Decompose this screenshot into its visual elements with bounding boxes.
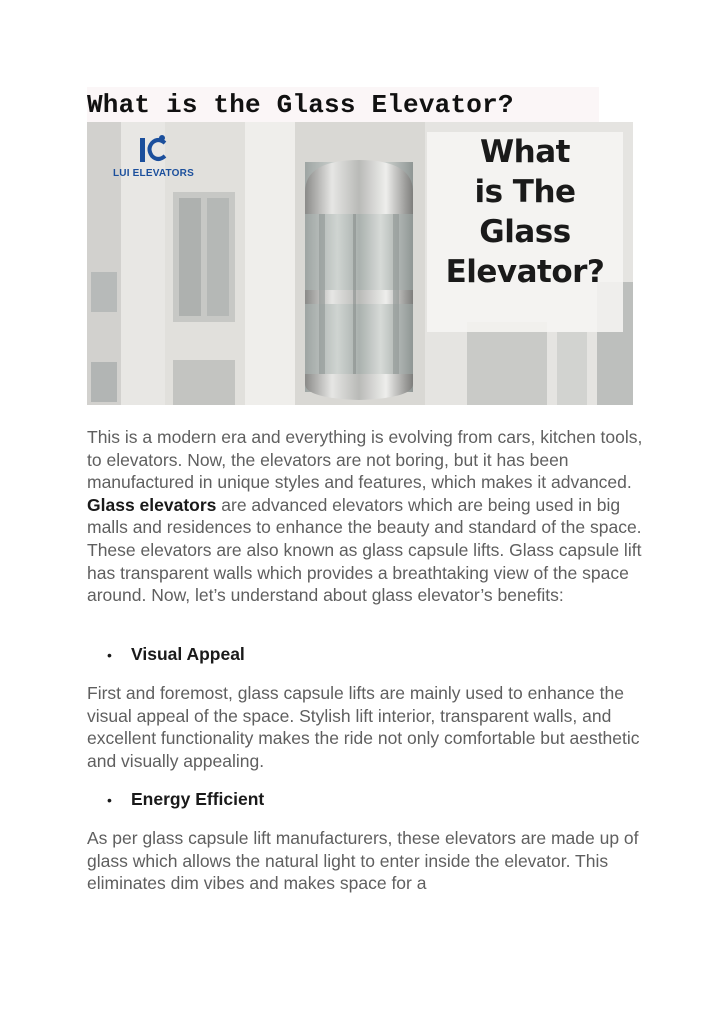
- page-title: What is the Glass Elevator?: [87, 87, 599, 123]
- hero-caption: [427, 132, 623, 332]
- company-logo: [113, 134, 193, 184]
- visual-appeal-paragraph: First and foremost, glass capsule lifts are mainly used to enhance the visual appeal of the space. Stylish lift interior, transparent walls, and excellent functionality makes the ride not only comfortable but aesthetic and visually appealing.: [87, 683, 640, 771]
- logo-mark-icon: [113, 134, 193, 168]
- section-heading-text: Visual Appeal: [131, 644, 245, 664]
- intro-text-after: are advanced elevators which are being used in big malls and residences to enhance the beauty and standard of the space. These elevators are also known as glass capsule lifts. Glass capsule lift has transparent walls which provides a breathtaking view of the space around. Now, let’s understand about glass elevator’s benefits:: [87, 494, 642, 606]
- logo-text: LUI ELEVATORS: [113, 168, 194, 179]
- hero-caption-line: What: [479, 134, 570, 170]
- glass-elevators-term: Glass elevators: [87, 494, 217, 515]
- bullet-icon: •: [107, 647, 112, 663]
- intro-paragraph: [87, 426, 647, 607]
- hero-caption-line: Glass: [479, 214, 571, 250]
- section-heading-text: Energy Efficient: [131, 789, 265, 809]
- section-heading-energy-efficient: [107, 788, 264, 811]
- intro-text-before: This is a modern era and everything is evolving from cars, kitchen tools, to elevators. Now, the elevators are not boring, but it has been manufactured in unique styles and features, which makes it advanced.: [87, 427, 643, 493]
- section-heading-visual-appeal: [107, 643, 245, 666]
- hero-caption-line: Elevator?: [445, 254, 605, 290]
- hero-image: [87, 122, 633, 405]
- hero-caption-line: is The: [474, 174, 576, 210]
- energy-efficient-paragraph: As per glass capsule lift manufacturers, these elevators are made up of glass which allows the natural light to enter inside the elevator. This eliminates dim vibes and makes space for a: [87, 828, 639, 894]
- bullet-icon: •: [107, 792, 112, 808]
